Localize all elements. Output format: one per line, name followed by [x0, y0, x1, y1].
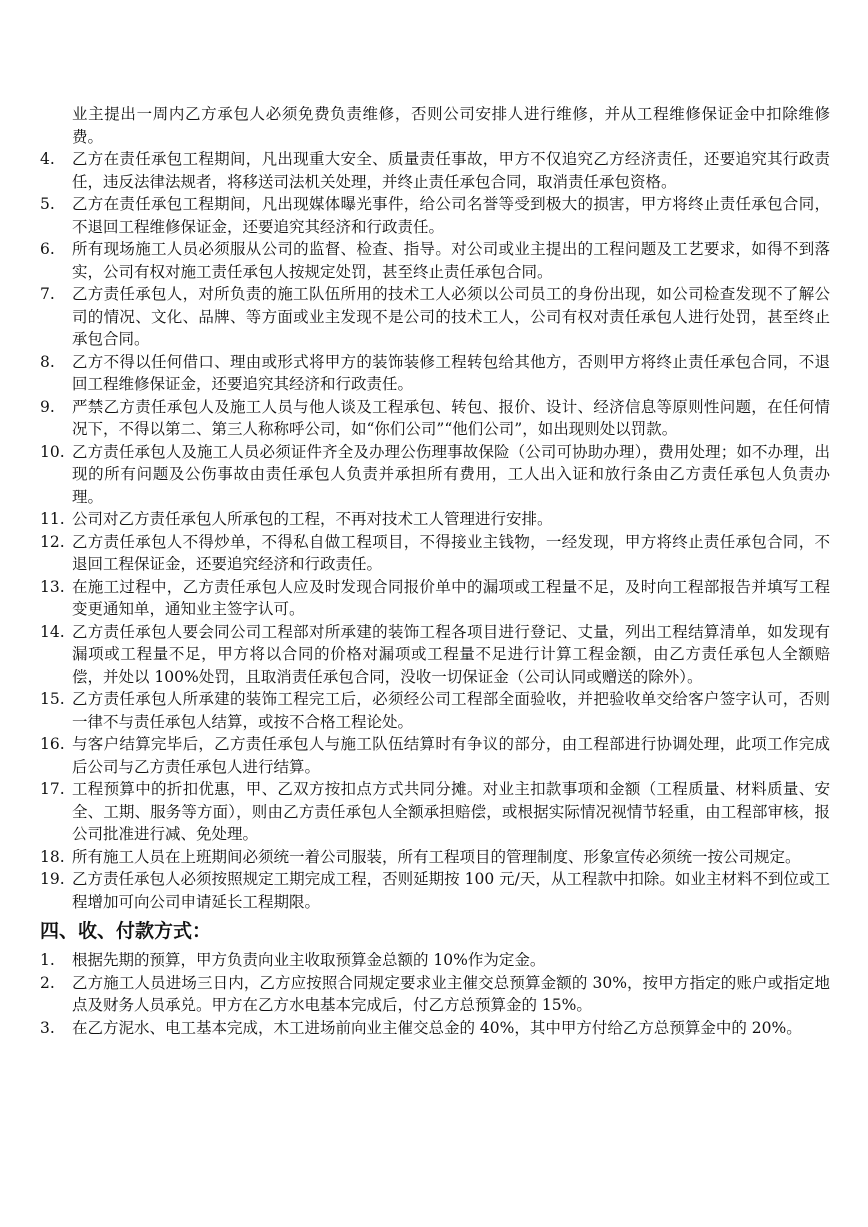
list-item — [0, 531, 868, 576]
item-text: 与客户结算完毕后，乙方责任承包人与施工队伍结算时有争议的部分，由工程部进行协调处理，此项工作完成后公司与乙方责任承包人进行结算。 — [72, 735, 830, 776]
item-number: 4. — [40, 150, 55, 168]
list-item — [0, 508, 868, 531]
list-item — [0, 576, 868, 621]
item-number: 2. — [40, 973, 55, 992]
item-text: 在施工过程中，乙方责任承包人应及时发现合同报价单中的漏项或工程量不足，及时向工程部报告并填写工程变更通知单，通知业主签字认可。 — [72, 577, 830, 618]
item-number: 17. — [40, 780, 65, 798]
list-item — [0, 949, 868, 972]
section-heading: 四、收、付款方式： — [40, 920, 212, 942]
item-text: 乙方责任承包人所承建的装饰工程完工后，必须经公司工程部全面验收，并把验收单交给客户签字认可，否则一律不与责任承包人结算，或按不合格工程论处。 — [72, 690, 830, 731]
item-number: 11. — [40, 510, 65, 528]
list-item — [0, 283, 868, 351]
item-text: 在乙方泥水、电工基本完成，木工进场前向业主催交总金的 40%，其中甲方付给乙方总预算金中的 20%。 — [72, 1018, 802, 1037]
list-item — [0, 396, 868, 441]
item-number: 12. — [40, 532, 65, 551]
list-item — [0, 972, 868, 1017]
item-text: 根据先期的预算，甲方负责向业主收取预算金总额的 10%作为定金。 — [72, 951, 546, 969]
item-text: 乙方责任承包人不得炒单，不得私自做工程项目，不得接业主钱物，一经发现，甲方将终止责任承包合同，不退回工程保证金，还要追究经济和行政责任。 — [72, 532, 830, 573]
item-text: 乙方责任承包人要会同公司工程部对所承建的装饰工程各项目进行登记、丈量，列出工程结算清单，如发现有漏项或工程量不足，甲方将以合同的价格对漏项或工程量不足进行计算工程金额，由乙方责任承包人全额赔偿，并处以 100%处罚，且取消责任承包合同，没收一切保证金（公司认同或赠送的除外）。 — [72, 622, 830, 686]
payment-list — [0, 949, 868, 1039]
item-text: 严禁乙方责任承包人及施工人员与他人谈及工程承包、转包、报价、设计、经济信息等原则性问题，在任何情况下，不得以第二、第三人称称呼公司，如“你们公司”“他们公司”，如出现则处以罚款。 — [72, 397, 830, 438]
item-text: 乙方责任承包人及施工人员必须证件齐全及办理公伤理事故保险（公司可协助办理），费用处理；如不办理，出现的所有问题及公伤事故由责任承包人负责并承担所有费用，工人出入证和放行条由乙方责任承包人负责办理。 — [72, 442, 830, 506]
list-item — [0, 621, 868, 689]
item-text: 乙方在责任承包工程期间，凡出现媒体曝光事件，给公司名誉等受到极大的损害，甲方将终止责任承包合同，不退回工程维修保证金，还要追究其经济和行政责任。 — [72, 195, 830, 236]
list-item — [0, 148, 868, 193]
item-text: 乙方不得以任何借口、理由或形式将甲方的装饰装修工程转包给其他方，否则甲方将终止责任承包合同，不退回工程维修保证金，还要追究其经济和行政责任。 — [72, 352, 830, 393]
item-text: 乙方在责任承包工程期间，凡出现重大安全、质量责任事故，甲方不仅追究乙方经济责任，还要追究其行政责任，违反法律法规者，将移送司法机关处理，并终止责任承包合同，取消责任承包资格。 — [72, 150, 830, 191]
item-number: 7. — [40, 285, 55, 303]
list-item — [0, 351, 868, 396]
list-item — [0, 1017, 868, 1040]
item-text: 乙方责任承包人必须按照规定工期完成工程，否则延期按 100 元/天，从工程款中扣除。如业主材料不到位或工程增加可向公司申请延长工程期限。 — [72, 870, 830, 911]
item-number: 14. — [40, 622, 65, 641]
item-number: 18. — [40, 847, 65, 866]
item-text: 所有施工人员在上班期间必须统一着公司服装，所有工程项目的管理制度、形象宣传必须统一按公司规定。 — [72, 847, 801, 866]
item-number: 9. — [40, 397, 55, 416]
item-text: 乙方施工人员进场三日内，乙方应按照合同规定要求业主催交总预算金额的 30%，按甲方指定的账户或指定地点及财务人员承兑。甲方在乙方水电基本完成后，付乙方总预算金的 15%。 — [72, 973, 830, 1014]
item-number: 16. — [40, 735, 65, 753]
item-number: 3. — [40, 1018, 55, 1037]
list-item — [0, 846, 868, 869]
item-text: 工程预算中的折扣优惠，甲、乙双方按扣点方式共同分摊。对业主扣款事项和金额（工程质量、材料质量、安全、工期、服务等方面），则由乙方责任承包人全额承担赔偿，或根据实际情况视情节轻重，由工程部审核，报公司批准进行减、免处理。 — [72, 780, 830, 843]
item-number: 8. — [40, 352, 55, 371]
item-number: 13. — [40, 577, 65, 596]
list-item — [0, 868, 868, 913]
item-number: 1. — [40, 951, 55, 969]
item-number: 10. — [40, 442, 65, 461]
item-text: 乙方责任承包人，对所负责的施工队伍所用的技术工人必须以公司员工的身份出现，如公司检查发现不了解公司的情况、文化、品牌、等方面或业主发现不是公司的技术工人，公司有权对责任承包人进行处罚，甚至终止承包合同。 — [72, 285, 830, 348]
item-number: 15. — [40, 690, 65, 708]
item-text: 公司对乙方责任承包人所承包的工程，不再对技术工人管理进行安排。 — [72, 510, 553, 528]
list-item — [0, 238, 868, 283]
list-item — [0, 193, 868, 238]
list-item — [0, 778, 868, 846]
terms-list — [0, 148, 868, 913]
item-text: 所有现场施工人员必须服从公司的监督、检查、指导。对公司或业主提出的工程问题及工艺要求，如得不到落实，公司有权对施工责任承包人按规定处罚，甚至终止责任承包合同。 — [72, 240, 830, 281]
list-item — [0, 733, 868, 778]
item-number: 19. — [40, 870, 65, 888]
item-number: 5. — [40, 195, 55, 213]
continued-paragraph: 业主提出一周内乙方承包人必须免费负责维修，否则公司安排人进行维修，并从工程维修保证金中扣除维修费。 — [72, 105, 830, 146]
item-number: 6. — [40, 240, 55, 258]
list-item — [0, 441, 868, 509]
list-item — [0, 688, 868, 733]
